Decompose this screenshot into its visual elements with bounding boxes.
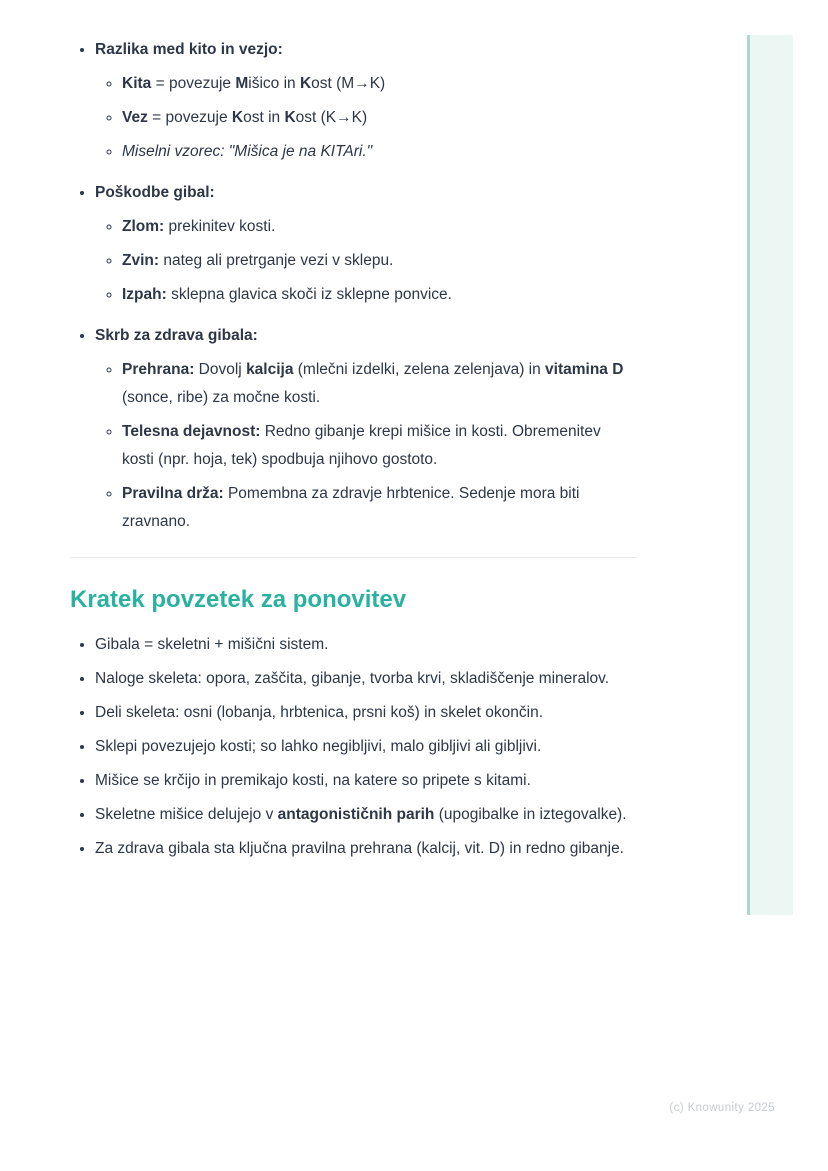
text-segment: Pomembna za zdravje hrbtenice. Sedenje mora biti zravnano. (122, 485, 580, 530)
summary-list (70, 631, 636, 862)
text-segment: Deli skeleta: osni (lobanja, hrbtenica, prsni koš) in skelet okončin. (95, 704, 544, 721)
text-segment: vitamina D (545, 361, 624, 378)
text-segment: Redno gibanje krepi mišice in kosti. Obremenitev kosti (npr. hoja, tek) spodbuja njihovo gostoto. (122, 423, 601, 468)
text-segment: Miselni vzorec: "Mišica je na KITAri." (122, 143, 373, 160)
text-segment: Poškodbe gibal: (95, 184, 215, 201)
summary-item (95, 801, 636, 828)
outline-subitem (122, 138, 636, 166)
text-segment: Izpah: (122, 286, 167, 303)
summary-item (95, 699, 636, 726)
summary-heading: Kratek povzetek za ponovitev (70, 586, 407, 613)
notes-outline-list (70, 36, 636, 536)
outline-subitem (122, 356, 636, 412)
outline-section-item (95, 322, 636, 536)
summary-item (95, 631, 636, 658)
outline-subitem (122, 104, 636, 132)
text-segment: Prehrana: (122, 361, 195, 378)
text-segment: (sonce, ribe) za močne kosti. (122, 389, 321, 406)
document-content (70, 36, 636, 869)
outline-section-item (95, 36, 636, 166)
text-segment: išico in (248, 75, 300, 92)
text-segment: K (284, 109, 296, 126)
text-segment: ost (M→K) (311, 75, 386, 92)
text-segment: Gibala = skeletni + mišični sistem. (95, 636, 329, 653)
outline-sublist (95, 213, 636, 309)
text-segment: Zlom: (122, 218, 165, 235)
summary-item (95, 665, 636, 692)
text-segment: K (299, 75, 312, 92)
text-segment: Naloge skeleta: opora, zaščita, gibanje, tvorba krvi, skladiščenje mineralov. (95, 670, 610, 687)
outline-section-title (95, 322, 636, 350)
text-segment: Kita (122, 75, 152, 92)
outline-section-title (95, 36, 636, 64)
text-segment: Razlika med kito in vezjo: (95, 41, 283, 58)
text-segment: Skrb za zdrava gibala: (95, 327, 258, 344)
text-segment: M (235, 75, 249, 92)
outline-sublist (95, 70, 636, 166)
text-segment: = povezuje (147, 109, 232, 126)
outline-subitem (122, 247, 636, 275)
text-segment: (mlečni izdelki, zelena zelenjava) in (293, 361, 546, 378)
outline-section-item (95, 179, 636, 309)
text-segment: kalcija (246, 361, 294, 378)
text-segment: Vez (122, 109, 148, 126)
outline-subitem (122, 418, 636, 474)
text-segment: (upogibalke in iztegovalke). (434, 806, 627, 823)
copyright-text: (c) Knowunity 2025 (669, 1102, 775, 1114)
outline-subitem (122, 281, 636, 309)
text-segment: prekinitev kosti. (164, 218, 276, 235)
page-edge-decoration-bar (747, 35, 793, 915)
outline-subitem (122, 70, 636, 98)
text-segment: Mišice se krčijo in premikajo kosti, na katere so pripete s kitami. (95, 772, 531, 789)
text-segment: nateg ali pretrganje vezi v sklepu. (159, 252, 394, 269)
text-segment: sklepna glavica skoči iz sklepne ponvice. (166, 286, 452, 303)
text-segment: = povezuje (151, 75, 236, 92)
text-segment: antagonističnih parih (277, 806, 435, 823)
text-segment: ost in (243, 109, 285, 126)
outline-subitem (122, 480, 636, 536)
summary-item (95, 767, 636, 794)
section-divider (70, 557, 636, 558)
summary-item (95, 835, 636, 862)
text-segment: Za zdrava gibala sta ključna pravilna prehrana (kalcij, vit. D) in redno gibanje. (95, 840, 624, 857)
outline-subitem (122, 213, 636, 241)
text-segment: Telesna dejavnost: (122, 423, 261, 440)
text-segment: K (231, 109, 244, 126)
text-segment: Sklepi povezujejo kosti; so lahko negibljivi, malo gibljivi ali gibljivi. (95, 738, 542, 755)
text-segment: ost (K→K) (295, 109, 368, 126)
text-segment: Pravilna drža: (122, 485, 224, 502)
text-segment: Dovolj (194, 361, 247, 378)
outline-sublist (95, 356, 636, 536)
text-segment: Skeletne mišice delujejo v (95, 806, 278, 823)
outline-section-title (95, 179, 636, 207)
text-segment: Zvin: (122, 252, 160, 269)
summary-item (95, 733, 636, 760)
